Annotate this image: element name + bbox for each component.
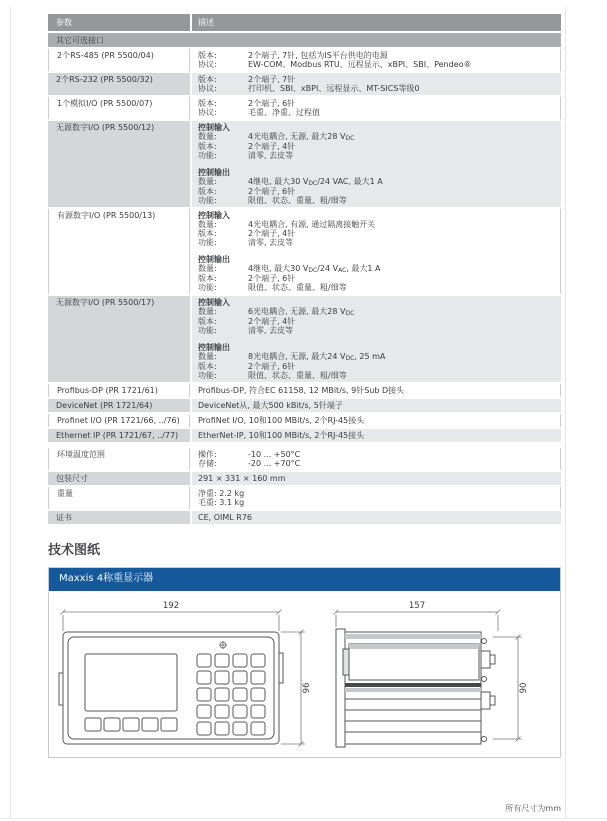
desc-cell bbox=[192, 448, 561, 470]
spec-value: 8光电耦合, 无源, 最大24 $V_{DC}$, 25 mA bbox=[248, 352, 386, 362]
spec-label: 版本: bbox=[198, 362, 217, 371]
spec-line bbox=[198, 132, 555, 142]
spec-line bbox=[198, 60, 554, 69]
spec-label: 功能: bbox=[198, 326, 217, 335]
spec-label: 协议: bbox=[198, 108, 217, 117]
desc-cell bbox=[192, 209, 561, 294]
control-group-title: 控制输出 bbox=[198, 343, 230, 352]
param-cell: 无源数字I/O (PR 5500/17) bbox=[48, 296, 190, 382]
spec-text: 净重: 2.2 kg bbox=[198, 489, 245, 498]
spec-label: 功能: bbox=[198, 283, 217, 292]
table-row bbox=[48, 384, 561, 397]
desc-cell bbox=[192, 511, 561, 524]
spec-line bbox=[198, 371, 555, 380]
table-row bbox=[48, 487, 561, 509]
table-row bbox=[48, 97, 561, 119]
spec-label: 功能: bbox=[198, 238, 217, 247]
spec-text: CE, OIML R76 bbox=[198, 513, 253, 522]
header-param-label: 参数 bbox=[48, 14, 190, 31]
desc-cell bbox=[192, 49, 561, 71]
spec-block bbox=[198, 431, 555, 440]
keypad-grid bbox=[197, 654, 265, 735]
spec-line bbox=[198, 352, 555, 362]
desc-cell bbox=[192, 121, 561, 207]
spec-line bbox=[198, 108, 554, 117]
spec-block bbox=[198, 416, 554, 425]
spec-block bbox=[198, 123, 555, 160]
spec-value: 限值、状态、重量、粗/细等 bbox=[248, 283, 347, 292]
spec-line bbox=[198, 307, 555, 317]
spec-value: 2个端子, 6针 bbox=[248, 274, 296, 283]
softkey-row bbox=[85, 718, 177, 731]
spec-text: ProfiNet I/O, 10和100 MBit/s, 2个RJ-45接头 bbox=[198, 416, 365, 425]
spec-line bbox=[198, 220, 554, 229]
spec-line bbox=[198, 177, 555, 187]
spec-line bbox=[198, 459, 554, 468]
spec-value: -10 ... +50°C bbox=[248, 450, 301, 459]
dim-side-depth: 157 bbox=[408, 601, 426, 611]
spec-table bbox=[48, 14, 561, 524]
desc-cell bbox=[192, 73, 561, 95]
param-cell: 环境温度范围 bbox=[48, 448, 190, 470]
spec-block bbox=[198, 51, 554, 69]
spec-label: 数量: bbox=[198, 132, 217, 141]
drawing-panel-body bbox=[49, 591, 560, 757]
spec-line bbox=[198, 196, 555, 205]
spec-line bbox=[198, 326, 555, 335]
table-section-general bbox=[48, 448, 561, 524]
spec-value: 2个端子, 6针 bbox=[248, 187, 296, 196]
drawings-heading: 技术图纸 bbox=[48, 543, 101, 558]
spec-text: 毛重: 3.1 kg bbox=[198, 498, 245, 507]
spec-block bbox=[198, 401, 555, 410]
spec-label: 版本: bbox=[198, 142, 217, 151]
param-cell: DeviceNet (PR 1721/64) bbox=[48, 399, 190, 412]
spec-value: -20 ... +70°C bbox=[248, 459, 301, 468]
spec-line bbox=[198, 264, 554, 274]
spec-label: 版本: bbox=[198, 99, 217, 108]
desc-cell bbox=[192, 384, 561, 397]
spec-block bbox=[198, 386, 554, 395]
spec-value: 打印机、SBI、xBPI、远程显示、MT-SICS等级0 bbox=[248, 84, 420, 93]
spec-label: 版本: bbox=[198, 187, 217, 196]
spec-line bbox=[198, 274, 554, 283]
front-view-drawing bbox=[59, 610, 305, 747]
table-row bbox=[48, 511, 561, 524]
spec-value: 2个端子, 7针, 包括为IS平台供电的电源 bbox=[248, 51, 388, 60]
spec-label: 协议: bbox=[198, 60, 217, 69]
desc-cell bbox=[192, 97, 561, 119]
spec-line bbox=[198, 229, 554, 238]
spec-line bbox=[198, 51, 554, 60]
dim-side-height: 90 bbox=[519, 682, 529, 694]
spec-value: 4光电耦合, 有源, 通过隔离接触开关 bbox=[248, 220, 376, 229]
spec-label: 版本: bbox=[198, 229, 217, 238]
param-cell: 2个RS-232 (PR 5500/32) bbox=[48, 73, 190, 95]
front-width-dimension-lines bbox=[61, 610, 282, 632]
drawing-panel bbox=[48, 567, 561, 758]
table-row bbox=[48, 472, 561, 485]
spec-line bbox=[198, 317, 555, 326]
spec-value: 2个端子, 6针 bbox=[248, 362, 296, 371]
spec-block bbox=[198, 99, 554, 117]
spec-line bbox=[198, 99, 554, 108]
spec-block bbox=[198, 450, 554, 468]
screw-mark-icon bbox=[219, 641, 227, 649]
desc-cell bbox=[192, 399, 561, 412]
table-row bbox=[48, 448, 561, 470]
spec-value: 清零, 去皮等 bbox=[248, 238, 294, 247]
spec-value: 4继电, 最大30 $V_{DC}/24$ $V_{AC}$, 最大1 A bbox=[248, 264, 381, 274]
desc-cell bbox=[192, 296, 561, 382]
spec-value: 4光电耦合, 无源, 最大28 $V_{DC}$ bbox=[248, 132, 355, 142]
dim-front-height: 96 bbox=[302, 682, 312, 694]
spec-value: 限值、状态、重量、粗/细等 bbox=[248, 371, 347, 380]
control-group-title: 控制输入 bbox=[198, 123, 230, 132]
spec-line bbox=[198, 450, 554, 459]
param-cell: 1个模拟I/O (PR 5500/07) bbox=[48, 97, 190, 119]
spec-line bbox=[198, 283, 554, 292]
spec-line bbox=[198, 84, 555, 93]
spec-label: 数量: bbox=[198, 352, 217, 361]
spec-label: 功能: bbox=[198, 196, 217, 205]
spec-value: 2个端子, 4针 bbox=[248, 317, 296, 326]
spec-label: 数量: bbox=[198, 307, 217, 316]
spec-block bbox=[198, 489, 554, 507]
param-cell: 证书 bbox=[48, 511, 190, 524]
page-border-left bbox=[10, 6, 11, 818]
desc-cell bbox=[192, 429, 561, 442]
param-cell: Ethernet IP (PR 1721/67, ../77) bbox=[48, 429, 190, 442]
table-row bbox=[48, 414, 561, 427]
spec-block bbox=[198, 255, 554, 292]
spec-label: 版本: bbox=[198, 75, 217, 84]
spec-value: 毛重、净重、过程值 bbox=[248, 108, 320, 117]
spec-value: EW-COM、Modbus RTU、远程显示、xBPI、SBI、Pendeo® bbox=[248, 60, 472, 69]
spec-value: 4继电, 最大30 $V_{DC}/24$ VAC, 最大1 A bbox=[248, 177, 383, 187]
drawing-panel-title: Maxxis 4称重显示器 bbox=[49, 568, 560, 591]
spec-label: 操作: bbox=[198, 450, 217, 459]
param-cell: Profibus-DP (PR 1721/61) bbox=[48, 384, 190, 397]
spec-label: 版本: bbox=[198, 317, 217, 326]
dim-front-width: 192 bbox=[162, 601, 180, 611]
table-header-row bbox=[48, 14, 561, 31]
spec-line bbox=[198, 75, 555, 84]
section-subheader: 其它可选接口 bbox=[48, 33, 561, 47]
param-cell: 2个RS-485 (PR 5500/04) bbox=[48, 49, 190, 71]
spec-label: 功能: bbox=[198, 371, 217, 380]
control-group-title: 控制输入 bbox=[198, 298, 230, 307]
table-row bbox=[48, 121, 561, 207]
display-area bbox=[85, 654, 177, 711]
param-cell: Profinet I/O (PR 1721/66, ../76) bbox=[48, 414, 190, 427]
spec-text: DeviceNet从, 最大500 kBit/s, 5针端子 bbox=[198, 401, 343, 410]
param-cell: 包装尺寸 bbox=[48, 472, 190, 485]
page-border-bottom bbox=[0, 818, 607, 819]
table-row bbox=[48, 399, 561, 412]
spec-line bbox=[198, 142, 555, 151]
spec-text: Profibus-DP, 符合EC 61158, 12 MBit/s, 9针Sub D接头 bbox=[198, 386, 405, 395]
spec-label: 版本: bbox=[198, 274, 217, 283]
spec-block bbox=[198, 513, 555, 522]
desc-cell bbox=[192, 472, 561, 485]
param-cell: 无源数字I/O (PR 5500/12) bbox=[48, 121, 190, 207]
spec-line bbox=[198, 362, 555, 371]
spec-value: 2个端子, 6针 bbox=[248, 99, 296, 108]
spec-block bbox=[198, 168, 555, 205]
spec-block bbox=[198, 298, 555, 335]
table-row bbox=[48, 296, 561, 382]
spec-block bbox=[198, 343, 555, 380]
spec-text: 291 × 331 × 160 mm bbox=[198, 474, 286, 483]
spec-value: 2个端子, 7针 bbox=[248, 75, 296, 84]
page-content bbox=[48, 14, 561, 758]
footer-note: 所有尺寸为mm bbox=[505, 804, 561, 813]
spec-line bbox=[198, 238, 554, 247]
side-view-drawing bbox=[334, 610, 523, 748]
spec-value: 清零, 去皮等 bbox=[248, 151, 294, 160]
table-section-interfaces bbox=[48, 49, 561, 442]
spec-label: 协议: bbox=[198, 84, 217, 93]
spec-label: 版本: bbox=[198, 51, 217, 60]
control-group-title: 控制输出 bbox=[198, 168, 230, 177]
table-row bbox=[48, 49, 561, 71]
spec-label: 功能: bbox=[198, 151, 217, 160]
desc-cell bbox=[192, 414, 561, 427]
spec-label: 数量: bbox=[198, 177, 217, 186]
table-row bbox=[48, 209, 561, 294]
param-cell: 重量 bbox=[48, 487, 190, 509]
side-height-dimension-lines bbox=[493, 635, 522, 742]
spec-value: 2个端子, 4针 bbox=[248, 229, 296, 238]
technical-drawing bbox=[49, 591, 560, 757]
table-row bbox=[48, 73, 561, 95]
spec-text: EtherNet-IP, 10和100 MBit/s, 2个RJ-45接头 bbox=[198, 431, 365, 440]
spec-line bbox=[198, 187, 555, 196]
spec-value: 清零, 去皮等 bbox=[248, 326, 294, 335]
side-depth-dimension-lines bbox=[334, 610, 501, 632]
spec-label: 数量: bbox=[198, 264, 217, 273]
control-group-title: 控制输入 bbox=[198, 211, 230, 220]
table-row bbox=[48, 429, 561, 442]
spec-label: 存储: bbox=[198, 459, 217, 468]
param-cell: 有源数字I/O (PR 5500/13) bbox=[48, 209, 190, 294]
spec-block bbox=[198, 75, 555, 93]
spec-label: 数量: bbox=[198, 220, 217, 229]
control-group-title: 控制输出 bbox=[198, 255, 230, 264]
spec-value: 6光电耦合, 无源, 最大28 $V_{DC}$ bbox=[248, 307, 355, 317]
spec-value: 限值、状态、重量、粗/细等 bbox=[248, 196, 347, 205]
header-desc-label: 描述 bbox=[192, 14, 561, 31]
spec-value: 2个端子, 4针 bbox=[248, 142, 296, 151]
spec-block bbox=[198, 474, 555, 483]
page-border-right bbox=[565, 6, 566, 818]
desc-cell bbox=[192, 487, 561, 509]
rear-connectors bbox=[481, 639, 495, 742]
spec-line bbox=[198, 151, 555, 160]
spec-block bbox=[198, 211, 554, 247]
